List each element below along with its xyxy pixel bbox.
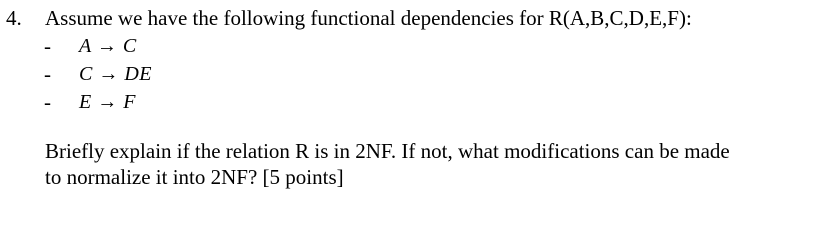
dependency-item: [0, 32, 300, 60]
dependency-item: [0, 60, 300, 88]
bullet-dash: -: [44, 34, 51, 58]
functional-dependency: E → F: [79, 91, 136, 113]
bullet-dash: -: [44, 62, 51, 86]
question-task: [45, 138, 820, 190]
dependency-item: [0, 88, 300, 116]
question-number: 4.: [6, 6, 22, 30]
bullet-dash: -: [44, 90, 51, 114]
task-line: Briefly explain if the relation R is in 2NF. If not, what modifications can be made: [45, 139, 730, 163]
functional-dependency: A → C: [79, 35, 137, 57]
task-line: to normalize it into 2NF? [5 points]: [45, 165, 344, 189]
functional-dependency: C → DE: [79, 63, 152, 85]
question-stem: Assume we have the following functional dependencies for R(A,B,C,D,E,F):: [45, 6, 692, 30]
